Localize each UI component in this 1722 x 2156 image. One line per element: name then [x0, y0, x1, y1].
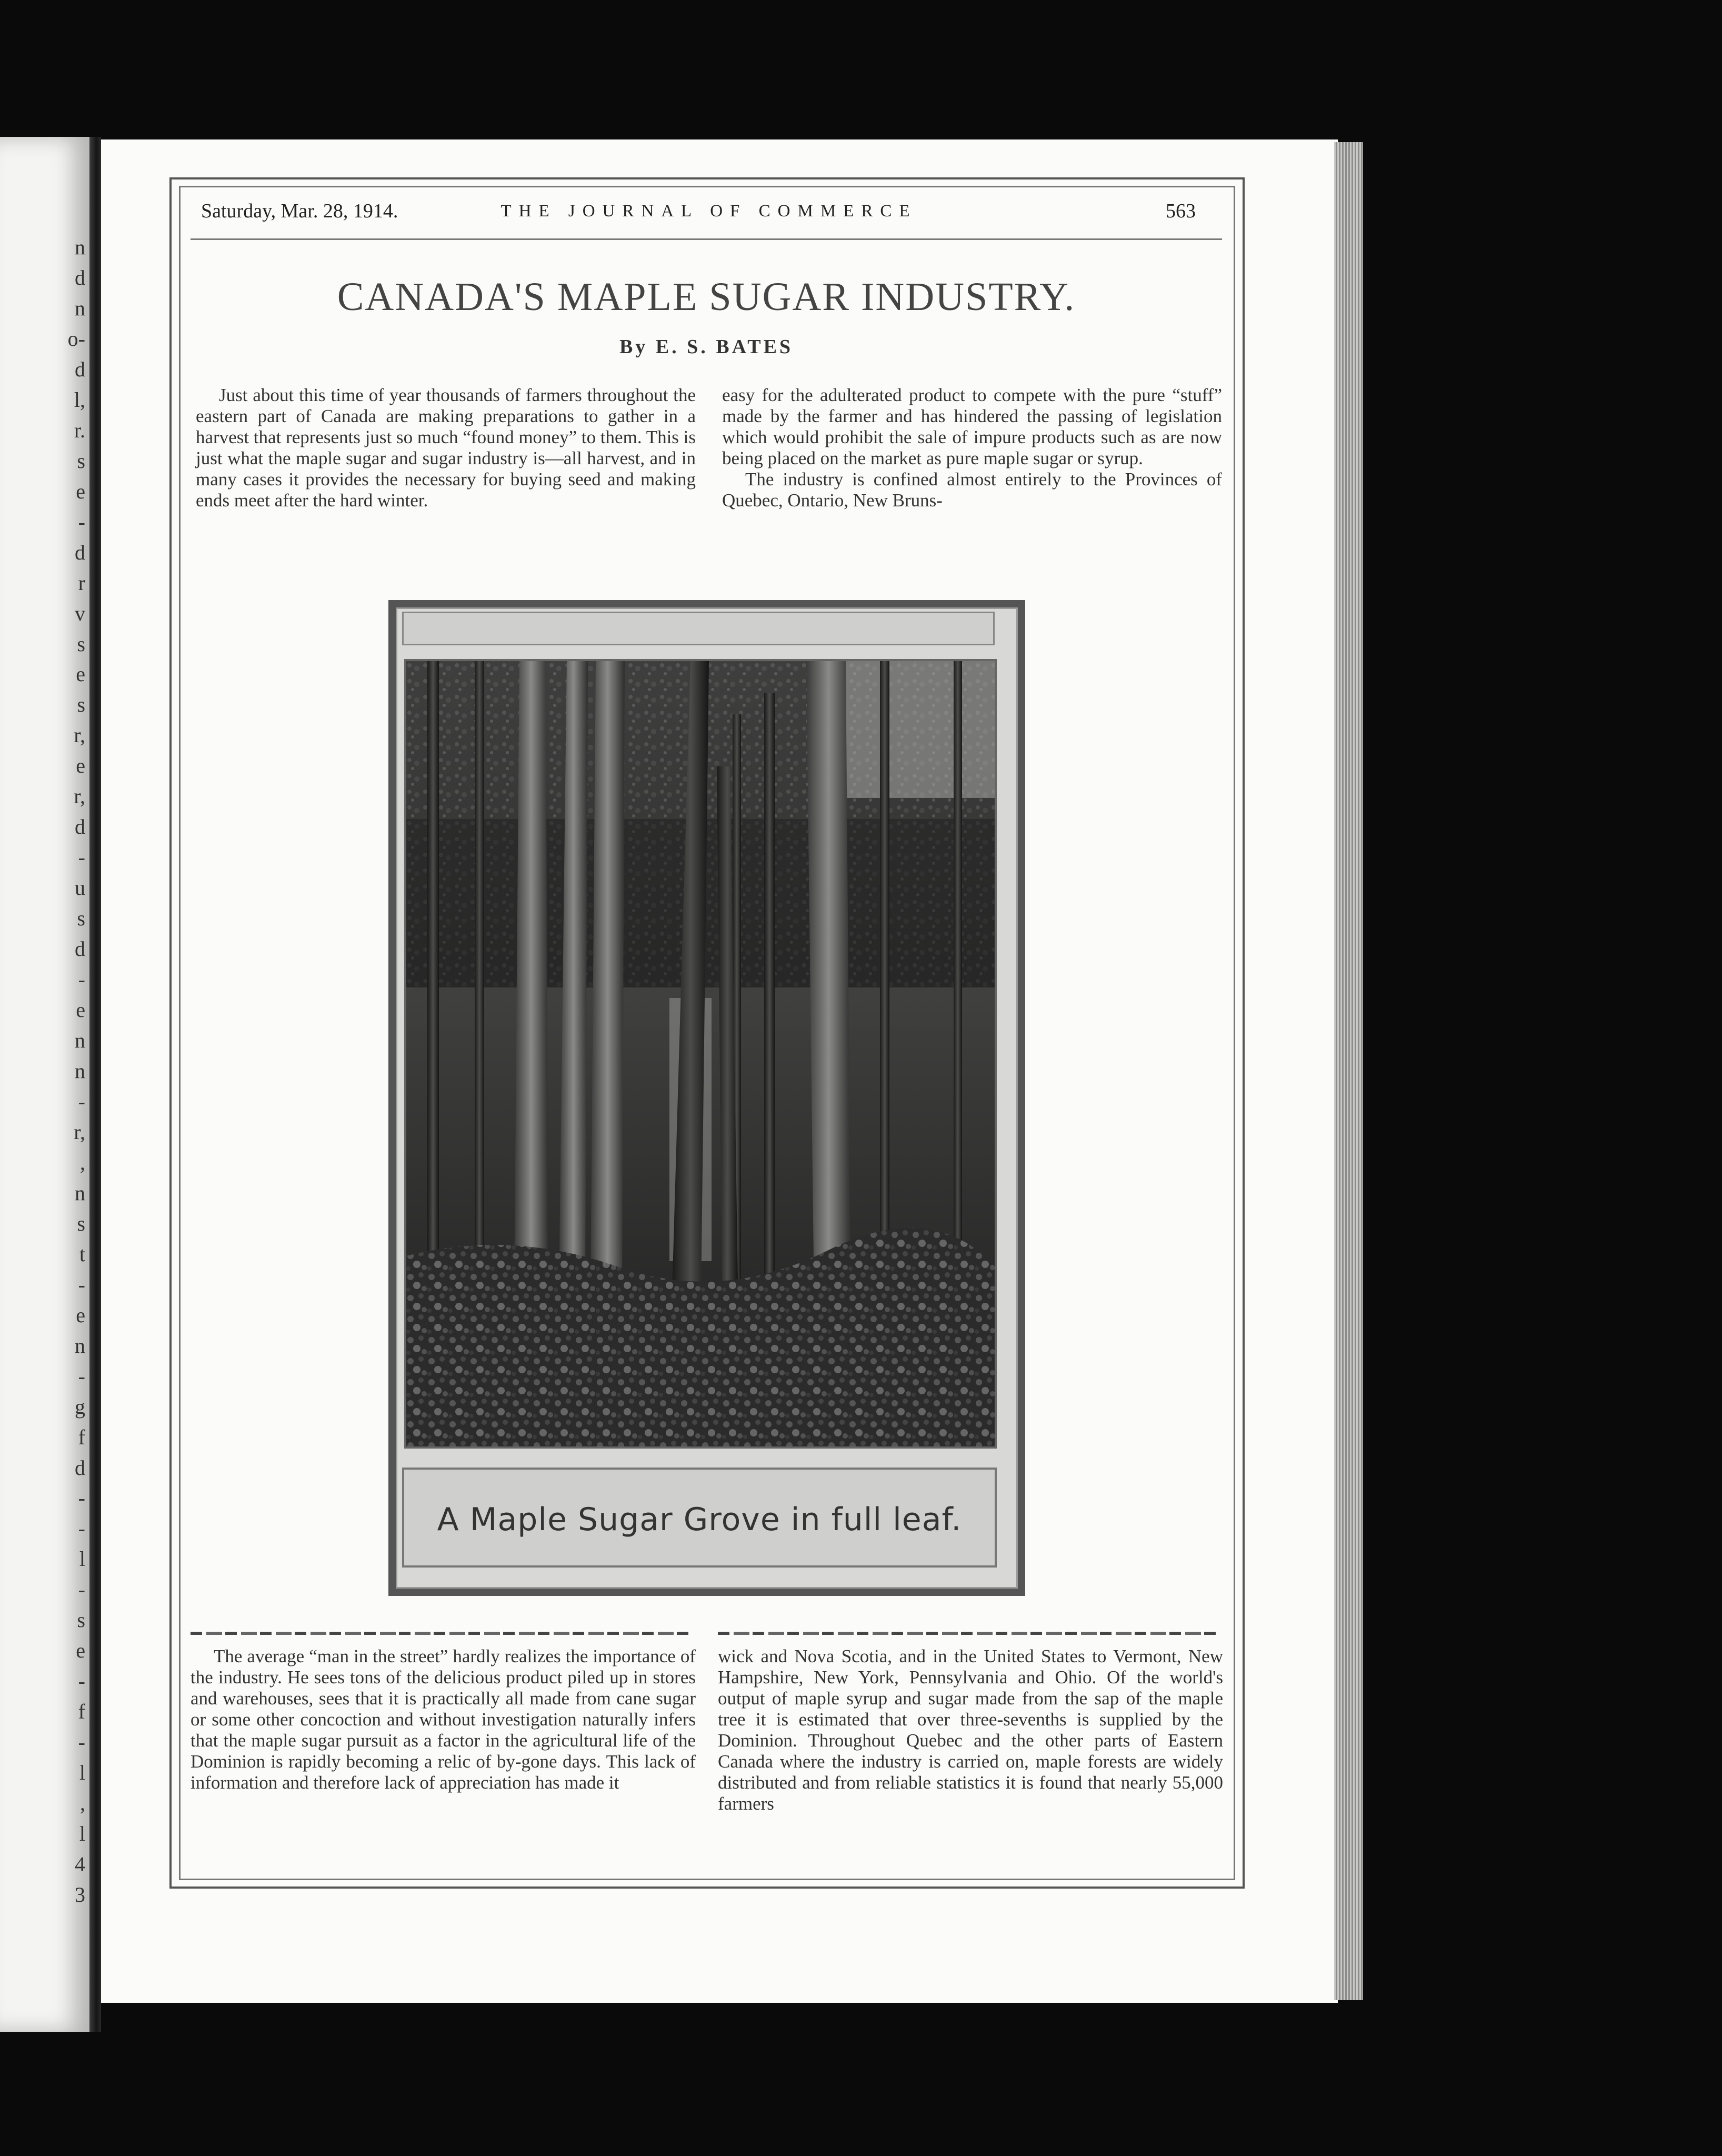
caption-band [402, 1468, 997, 1568]
facing-page-fragment: - [78, 510, 85, 534]
facing-page-fragment: f [78, 1700, 85, 1723]
issue-date: Saturday, Mar. 28, 1914. [201, 200, 398, 222]
header-rule [191, 238, 1222, 240]
facing-page-fragment: t [79, 1242, 85, 1266]
facing-page-fragment: - [78, 1578, 85, 1601]
facing-page-fragment: e [76, 998, 85, 1022]
facing-page-fragment: n [75, 1059, 85, 1083]
text-column-top-right [722, 385, 1222, 511]
facing-page-fragment: r, [74, 784, 85, 808]
facing-page-fragment: g [75, 1395, 85, 1419]
facing-page-edge [0, 137, 89, 2032]
paragraph: wick and Nova Scotia, and in the United States to Vermont, New Hampshire, New York, Pennsylvania and Ohio. Of the world's output of maple syrup and sugar made from the sap of the maple tree it is estimated that over three-sevenths is supplied by the Dominion. Throughout Quebec and the other parts of Eastern Canada where the industry is carried on, maple forests are widely distributed and from reliable statistics it is found that nearly 55,000 farmers [718, 1646, 1223, 1814]
facing-page-fragment: - [78, 1090, 85, 1113]
facing-page-fragment: d [75, 357, 85, 381]
facing-page-fragment: s [77, 693, 85, 716]
facing-page-fragment: e [76, 480, 85, 503]
facing-page-fragment: f [78, 1425, 85, 1449]
facing-page-fragment: r, [74, 1120, 85, 1144]
facing-page-fragment: 3 [75, 1883, 85, 1907]
paragraph: easy for the adulterated product to compete with the pure “stuff” made by the farmer and has hindered the passing of legislation which would prohibit the sale of impure products such as are now being placed on the market as pure maple sugar or syrup. [722, 385, 1222, 468]
page-stack-edge [1334, 142, 1363, 2000]
facing-page-fragment: d [75, 1456, 85, 1480]
photo-plate [388, 600, 1025, 1596]
paragraph: Just about this time of year thousands of farmers throughout the eastern part of Canada are making preparations to gather in a harvest that represents just so much “found money” to them. This is just what the maple sugar and sugar industry is—all harvest, and in many cases it provides the necessary for buying seed and making ends meet after the hard winter. [196, 385, 696, 511]
facing-page-fragment: - [78, 1730, 85, 1754]
facing-page-fragment: d [75, 266, 85, 290]
figure-caption: A Maple Sugar Grove in full leaf. [437, 1501, 962, 1538]
facing-page-fragment: o- [67, 327, 85, 351]
facing-page-fragment: d [75, 541, 85, 564]
facing-page-fragment: n [75, 1181, 85, 1205]
page-number: 563 [1166, 200, 1196, 222]
facing-page-fragment: - [78, 1669, 85, 1693]
facing-page-fragment: s [77, 906, 85, 930]
facing-page-fragment: l [79, 1761, 85, 1784]
facing-page-fragment: l [79, 1547, 85, 1571]
facing-page-fragment: r, [74, 723, 85, 747]
text-column-bottom-left [191, 1646, 696, 1793]
facing-page-fragment: , [80, 1791, 85, 1815]
facing-page-fragment: - [78, 1364, 85, 1388]
journal-name: THE JOURNAL OF COMMERCE [500, 202, 917, 221]
article-title: CANADA'S MAPLE SUGAR INDUSTRY. [337, 275, 1076, 319]
facing-page-fragment: d [75, 937, 85, 961]
facing-page-fragment: - [78, 967, 85, 991]
facing-page-fragment: e [76, 754, 85, 777]
book-gutter [89, 137, 101, 2032]
facing-page-fragment: r. [74, 418, 85, 442]
text-column-top-left [196, 385, 696, 511]
column-rule-right [718, 1632, 1218, 1635]
facing-page-fragment: e [76, 1639, 85, 1662]
facing-page-fragment: s [77, 632, 85, 656]
facing-page-fragment: s [77, 1212, 85, 1235]
facing-page-fragment: - [78, 1486, 85, 1510]
facing-page-fragment: e [76, 1303, 85, 1327]
article-byline: By E. S. BATES [619, 336, 794, 358]
facing-page-fragment: r [78, 571, 85, 595]
paragraph: The industry is confined almost entirely to the Provinces of Quebec, Ontario, New Bruns- [722, 469, 1222, 511]
facing-page-fragment: d [75, 815, 85, 839]
facing-page-fragment: u [75, 876, 85, 900]
facing-page-fragment: - [78, 1516, 85, 1540]
plate-top-band [402, 612, 995, 645]
forest-photograph [404, 659, 997, 1449]
journal-page [101, 139, 1338, 2003]
facing-page-fragment: n [75, 235, 85, 259]
facing-page-fragment: l, [74, 388, 85, 412]
facing-page-fragment: n [75, 1029, 85, 1052]
facing-page-fragment: - [78, 845, 85, 869]
text-column-bottom-right [718, 1646, 1223, 1814]
maple-grove-image [406, 661, 995, 1446]
facing-page-fragment: n [75, 1334, 85, 1358]
facing-page-fragment: l [79, 1822, 85, 1845]
paragraph: The average “man in the street” hardly realizes the importance of the industry. He sees tons of the delicious product piled up in stores and warehouses, sees that it is practically all made from cane sugar or some other concoction and without investigation naturally infers that the maple sugar pursuit as a factor in the agricultural life of the Dominion is rapidly becoming a relic of by-gone days. This lack of information and therefore lack of appreciation has made it [191, 1646, 696, 1793]
facing-page-fragment: s [77, 1608, 85, 1632]
facing-page-fragment: 4 [75, 1852, 85, 1876]
facing-page-fragment: e [76, 662, 85, 686]
column-rule-left [191, 1632, 690, 1635]
facing-page-fragment: n [75, 296, 85, 320]
facing-page-fragment: - [78, 1273, 85, 1296]
running-head [201, 199, 1217, 231]
facing-page-fragment: s [77, 449, 85, 473]
facing-page-fragment: , [80, 1151, 85, 1174]
facing-page-fragment: v [75, 602, 85, 625]
